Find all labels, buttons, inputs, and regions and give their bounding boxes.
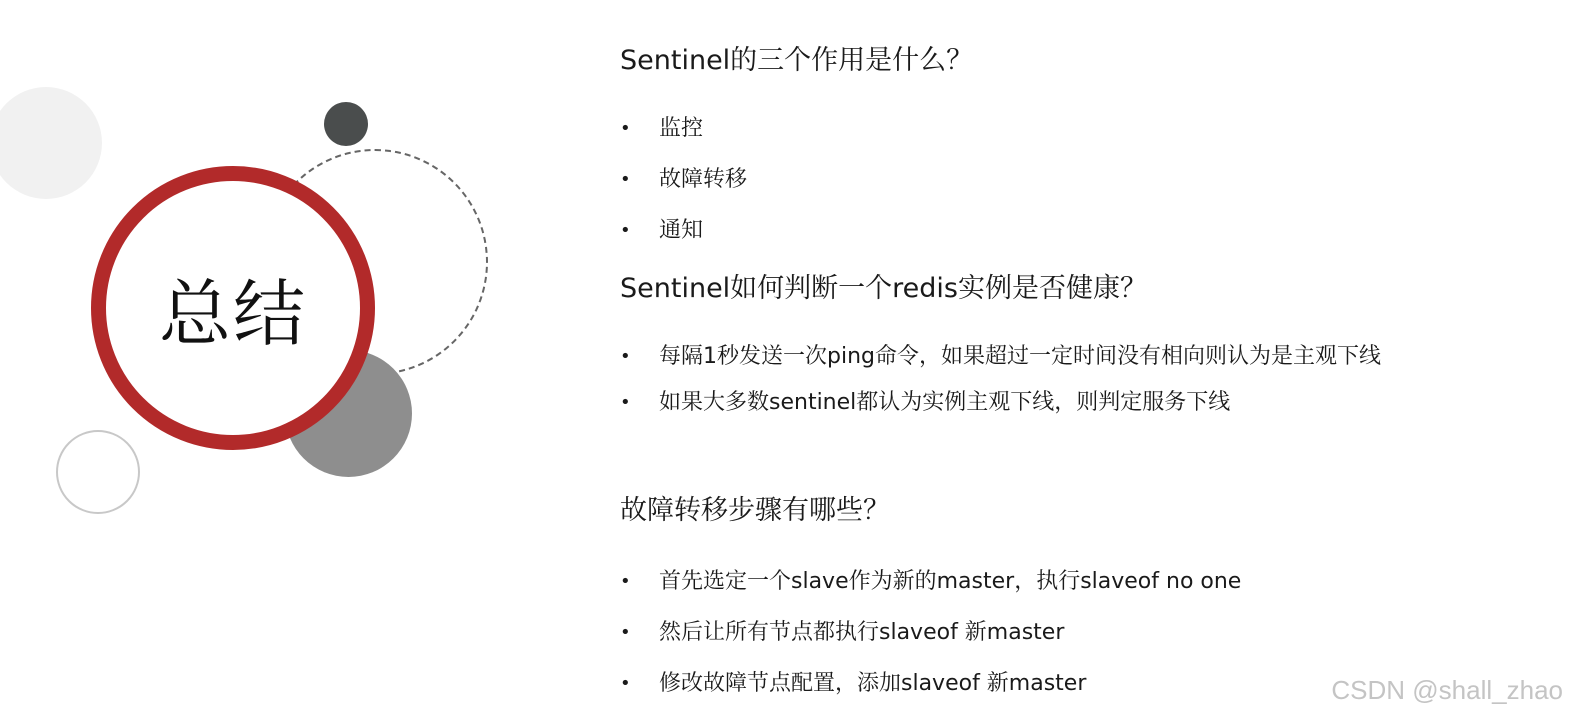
question-heading: 故障转移步骤有哪些？ xyxy=(620,495,890,526)
list-item xyxy=(620,205,1440,256)
bullet-icon: • xyxy=(620,571,631,592)
bullet-list xyxy=(620,103,1440,256)
bullet-list xyxy=(620,556,1440,709)
bullet-icon: • xyxy=(620,220,631,241)
title-ring xyxy=(91,166,375,450)
list-item xyxy=(620,380,1440,426)
bullet-icon: • xyxy=(620,169,631,190)
section-sentinel-roles xyxy=(620,44,1440,256)
list-item-text: 修改故障节点配置，添加slaveof 新master xyxy=(659,671,1087,696)
list-item-text: 故障转移 xyxy=(659,167,748,192)
bullet-icon: • xyxy=(620,346,631,367)
section-failover-steps xyxy=(620,494,1440,709)
slide-title: 总结 xyxy=(158,272,307,356)
watermark: CSDN @shall_zhao xyxy=(1331,675,1563,705)
list-item xyxy=(620,556,1440,607)
bullet-list xyxy=(620,334,1440,426)
bullet-icon: • xyxy=(620,118,631,139)
list-item xyxy=(620,658,1440,709)
list-item xyxy=(620,607,1440,658)
question-heading: Sentinel的三个作用是什么？ xyxy=(620,45,974,76)
list-item-text: 首先选定一个slave作为新的master，执行slaveof no one xyxy=(659,569,1242,594)
list-item-text: 然后让所有节点都执行slaveof 新master xyxy=(659,620,1065,645)
list-item-text: 监控 xyxy=(659,116,704,141)
decorative-dark-circle xyxy=(324,102,368,146)
bullet-icon: • xyxy=(620,392,631,413)
list-item xyxy=(620,103,1440,154)
list-item-text: 通知 xyxy=(659,218,704,243)
list-item-text: 每隔1秒发送一次ping命令，如果超过一定时间没有相向则认为是主观下线 xyxy=(659,344,1381,369)
question-heading: Sentinel如何判断一个redis实例是否健康？ xyxy=(620,273,1148,304)
decorative-outline-circle xyxy=(56,430,140,514)
list-item-text: 如果大多数sentinel都认为实例主观下线，则判定服务下线 xyxy=(659,390,1231,415)
list-item xyxy=(620,154,1440,205)
bullet-icon: • xyxy=(620,673,631,694)
decorative-light-circle xyxy=(0,87,102,199)
bullet-icon: • xyxy=(620,622,631,643)
list-item xyxy=(620,334,1440,380)
section-health-check xyxy=(620,272,1440,426)
